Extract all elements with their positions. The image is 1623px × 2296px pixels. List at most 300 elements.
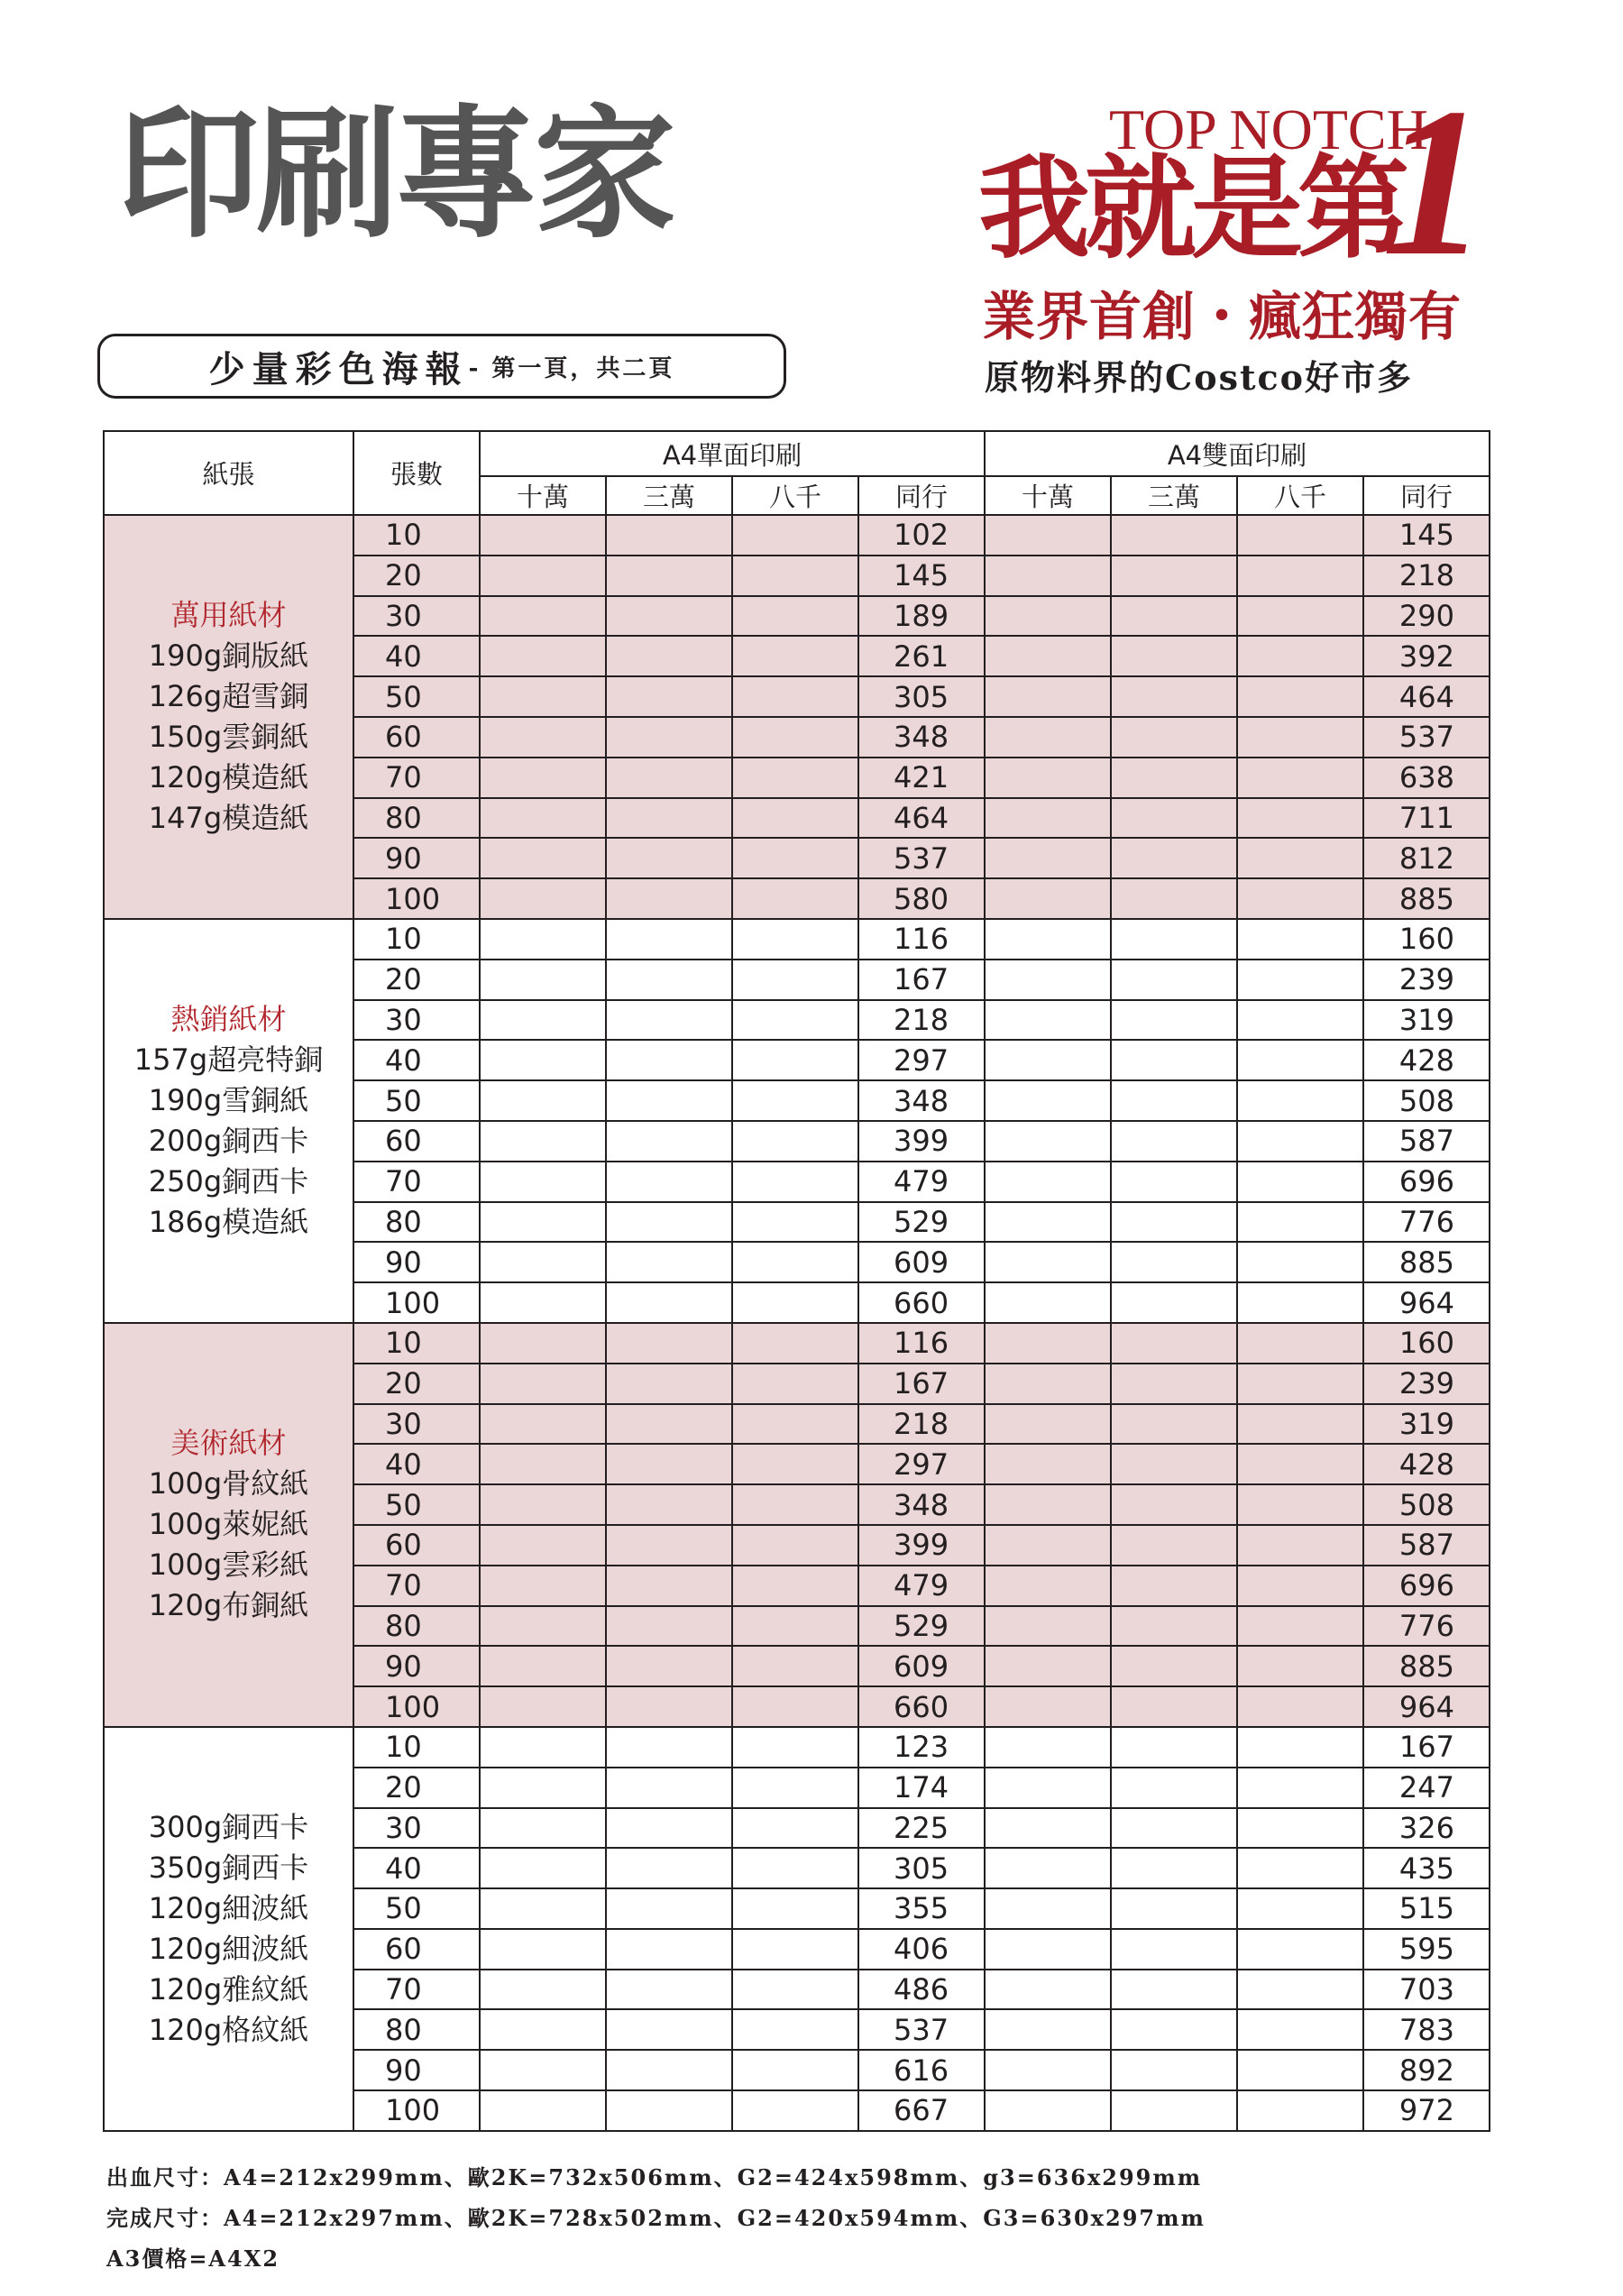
- subheader-col: 十萬: [480, 476, 606, 515]
- empty-cell: [1111, 878, 1237, 919]
- table-row: [104, 515, 1490, 556]
- empty-cell: [985, 1646, 1111, 1686]
- single-price-cell: 348: [858, 717, 985, 758]
- double-price-cell: 218: [1363, 556, 1490, 596]
- single-price-cell: 174: [858, 1768, 985, 1808]
- double-price-cell: 885: [1363, 1242, 1490, 1282]
- empty-cell: [606, 1242, 732, 1282]
- subtitle-page-indicator: - 第一頁，共二頁: [468, 354, 675, 382]
- single-price-cell: 348: [858, 1080, 985, 1121]
- empty-cell: [732, 515, 858, 556]
- subheader-col: 三萬: [1111, 476, 1237, 515]
- empty-cell: [480, 1162, 606, 1202]
- empty-cell: [732, 1121, 858, 1162]
- empty-cell: [1111, 1566, 1237, 1606]
- empty-cell: [1237, 1040, 1363, 1080]
- paper-type: 120g格紋紙: [148, 2012, 309, 2047]
- empty-cell: [1111, 798, 1237, 839]
- paper-type: 126g超雪銅: [148, 678, 309, 713]
- empty-cell: [606, 636, 732, 676]
- empty-cell: [985, 1080, 1111, 1121]
- qty-cell: 70: [353, 1970, 480, 2010]
- qty-cell: 100: [353, 2090, 480, 2131]
- empty-cell: [606, 1000, 732, 1041]
- empty-cell: [985, 1282, 1111, 1323]
- empty-cell: [985, 1364, 1111, 1404]
- empty-cell: [606, 1808, 732, 1849]
- single-price-cell: 421: [858, 758, 985, 798]
- empty-cell: [1237, 1484, 1363, 1525]
- empty-cell: [985, 798, 1111, 839]
- empty-cell: [1237, 838, 1363, 878]
- double-price-cell: 326: [1363, 1808, 1490, 1849]
- empty-cell: [732, 960, 858, 1000]
- empty-cell: [606, 2050, 732, 2090]
- single-price-cell: 225: [858, 1808, 985, 1849]
- empty-cell: [606, 1121, 732, 1162]
- empty-cell: [1237, 1000, 1363, 1041]
- slogan: 我就是第: [978, 143, 1405, 274]
- empty-cell: [480, 1404, 606, 1445]
- empty-cell: [480, 1929, 606, 1970]
- empty-cell: [606, 1929, 732, 1970]
- double-price-cell: 711: [1363, 798, 1490, 839]
- double-price-cell: 247: [1363, 1768, 1490, 1808]
- empty-cell: [606, 838, 732, 878]
- double-price-cell: 239: [1363, 1364, 1490, 1404]
- qty-cell: 90: [353, 1646, 480, 1686]
- double-price-cell: 167: [1363, 1727, 1490, 1768]
- empty-cell: [480, 1888, 606, 1929]
- empty-cell: [606, 1768, 732, 1808]
- double-price-cell: 587: [1363, 1121, 1490, 1162]
- empty-cell: [1237, 878, 1363, 919]
- empty-cell: [732, 1364, 858, 1404]
- qty-cell: 80: [353, 798, 480, 839]
- paper-type: 147g模造紙: [148, 800, 309, 835]
- double-price-cell: 703: [1363, 1970, 1490, 2010]
- empty-cell: [1111, 960, 1237, 1000]
- single-price-cell: 660: [858, 1282, 985, 1323]
- empty-cell: [606, 1080, 732, 1121]
- paper-type: 350g銅西卡: [148, 1850, 309, 1885]
- qty-cell: 70: [353, 1566, 480, 1606]
- empty-cell: [985, 2009, 1111, 2050]
- paper-group-cell: [104, 919, 353, 1323]
- qty-cell: 30: [353, 1404, 480, 1445]
- page-title: 印刷專家: [117, 91, 673, 258]
- empty-cell: [732, 1404, 858, 1445]
- empty-cell: [732, 2009, 858, 2050]
- paper-type: 100g雲彩紙: [148, 1548, 309, 1583]
- empty-cell: [480, 1080, 606, 1121]
- slogan-number-one: 1: [1381, 65, 1488, 300]
- paper-type: 300g銅西卡: [148, 1809, 309, 1844]
- single-price-cell: 537: [858, 2009, 985, 2050]
- empty-cell: [1237, 1202, 1363, 1243]
- qty-cell: 30: [353, 1808, 480, 1849]
- empty-cell: [606, 1202, 732, 1243]
- empty-cell: [1237, 1929, 1363, 1970]
- empty-cell: [1237, 1323, 1363, 1364]
- qty-cell: 20: [353, 960, 480, 1000]
- single-price-cell: 399: [858, 1121, 985, 1162]
- single-price-cell: 486: [858, 1970, 985, 2010]
- empty-cell: [606, 1606, 732, 1647]
- qty-cell: 10: [353, 1323, 480, 1364]
- single-price-cell: 399: [858, 1525, 985, 1566]
- empty-cell: [1237, 1444, 1363, 1484]
- empty-cell: [480, 1444, 606, 1484]
- double-price-cell: 964: [1363, 1282, 1490, 1323]
- empty-cell: [732, 556, 858, 596]
- paper-type: 120g模造紙: [148, 759, 309, 794]
- empty-cell: [1237, 1808, 1363, 1849]
- empty-cell: [1111, 1686, 1237, 1727]
- empty-cell: [480, 1686, 606, 1727]
- qty-cell: 50: [353, 1080, 480, 1121]
- empty-cell: [1237, 1606, 1363, 1647]
- a3-price-note: A3價格=A4X2: [106, 2245, 280, 2272]
- empty-cell: [732, 1242, 858, 1282]
- empty-cell: [985, 1970, 1111, 2010]
- empty-cell: [1111, 1242, 1237, 1282]
- double-price-cell: 776: [1363, 1202, 1490, 1243]
- subtitle-box: [97, 334, 786, 399]
- empty-cell: [480, 1000, 606, 1041]
- single-price-cell: 102: [858, 515, 985, 556]
- qty-cell: 30: [353, 1000, 480, 1041]
- empty-cell: [985, 1404, 1111, 1445]
- subheader-col: 八千: [732, 476, 858, 515]
- empty-cell: [732, 1282, 858, 1323]
- empty-cell: [1111, 1929, 1237, 1970]
- double-price-cell: 515: [1363, 1888, 1490, 1929]
- single-price-cell: 116: [858, 1323, 985, 1364]
- single-price-cell: 348: [858, 1484, 985, 1525]
- empty-cell: [732, 1484, 858, 1525]
- qty-cell: 10: [353, 515, 480, 556]
- double-price-cell: 595: [1363, 1929, 1490, 1970]
- empty-cell: [1111, 717, 1237, 758]
- paper-type: 100g骨紋紙: [148, 1466, 309, 1502]
- double-price-cell: 160: [1363, 919, 1490, 960]
- empty-cell: [1111, 838, 1237, 878]
- empty-cell: [732, 1080, 858, 1121]
- empty-cell: [985, 676, 1111, 717]
- empty-cell: [480, 798, 606, 839]
- paper-type: 157g超亮特銅: [133, 1042, 324, 1077]
- empty-cell: [480, 2050, 606, 2090]
- empty-cell: [480, 1202, 606, 1243]
- empty-cell: [1111, 1888, 1237, 1929]
- empty-cell: [480, 1364, 606, 1404]
- single-price-cell: 116: [858, 919, 985, 960]
- double-price-cell: 885: [1363, 1646, 1490, 1686]
- qty-cell: 60: [353, 1121, 480, 1162]
- empty-cell: [480, 556, 606, 596]
- qty-cell: 40: [353, 636, 480, 676]
- empty-cell: [1111, 1525, 1237, 1566]
- empty-cell: [606, 1888, 732, 1929]
- empty-cell: [1237, 798, 1363, 839]
- paper-group-heading: 熱銷紙材: [170, 1001, 287, 1036]
- empty-cell: [606, 717, 732, 758]
- double-price-cell: 464: [1363, 676, 1490, 717]
- qty-cell: 90: [353, 2050, 480, 2090]
- empty-cell: [1237, 1404, 1363, 1445]
- empty-cell: [985, 1727, 1111, 1768]
- single-price-cell: 479: [858, 1566, 985, 1606]
- single-price-cell: 667: [858, 2090, 985, 2131]
- qty-cell: 60: [353, 1929, 480, 1970]
- paper-type: 150g雲銅紙: [148, 719, 309, 754]
- empty-cell: [606, 1282, 732, 1323]
- table-row: [104, 1323, 1490, 1364]
- double-price-cell: 537: [1363, 717, 1490, 758]
- empty-cell: [1111, 1444, 1237, 1484]
- empty-cell: [1237, 1970, 1363, 2010]
- costco-tagline: 原物料界的Costco好市多: [985, 357, 1414, 398]
- double-price-cell: 812: [1363, 838, 1490, 878]
- empty-cell: [732, 1566, 858, 1606]
- empty-cell: [732, 1929, 858, 1970]
- empty-cell: [480, 1525, 606, 1566]
- empty-cell: [606, 1646, 732, 1686]
- empty-cell: [985, 1888, 1111, 1929]
- empty-cell: [606, 1444, 732, 1484]
- empty-cell: [1111, 2009, 1237, 2050]
- empty-cell: [985, 1242, 1111, 1282]
- double-price-cell: 696: [1363, 1162, 1490, 1202]
- empty-cell: [1111, 596, 1237, 637]
- empty-cell: [480, 1970, 606, 2010]
- single-price-cell: 616: [858, 2050, 985, 2090]
- subtitle-main: 少量彩色海報: [208, 347, 469, 390]
- double-price-cell: 239: [1363, 960, 1490, 1000]
- empty-cell: [480, 1566, 606, 1606]
- single-price-cell: 529: [858, 1202, 985, 1243]
- header-double-sided: A4雙面印刷: [985, 431, 1490, 476]
- single-price-cell: 218: [858, 1404, 985, 1445]
- single-price-cell: 218: [858, 1000, 985, 1041]
- paper-type: 100g萊妮紙: [148, 1507, 309, 1542]
- empty-cell: [480, 1323, 606, 1364]
- double-price-cell: 435: [1363, 1848, 1490, 1888]
- empty-cell: [1111, 1000, 1237, 1041]
- qty-cell: 30: [353, 596, 480, 637]
- double-price-cell: 428: [1363, 1040, 1490, 1080]
- empty-cell: [1111, 2050, 1237, 2090]
- empty-cell: [732, 1646, 858, 1686]
- empty-cell: [606, 798, 732, 839]
- empty-cell: [1237, 2090, 1363, 2131]
- empty-cell: [1111, 636, 1237, 676]
- empty-cell: [732, 919, 858, 960]
- empty-cell: [985, 1768, 1111, 1808]
- empty-cell: [985, 1566, 1111, 1606]
- paper-group-heading: 萬用紙材: [170, 597, 287, 632]
- empty-cell: [1237, 1848, 1363, 1888]
- empty-cell: [480, 758, 606, 798]
- empty-cell: [1237, 1727, 1363, 1768]
- empty-cell: [606, 1848, 732, 1888]
- empty-cell: [606, 1686, 732, 1727]
- empty-cell: [606, 1162, 732, 1202]
- paper-group-heading: 美術紙材: [170, 1426, 287, 1461]
- empty-cell: [732, 596, 858, 637]
- bleed-size-note: 出血尺寸：A4=212x299mm、歐2K=732x506mm、G2=424x598mm、g3=636x299mm: [106, 2164, 1203, 2190]
- subheader-col: 同行: [1363, 476, 1490, 515]
- empty-cell: [732, 798, 858, 839]
- qty-cell: 70: [353, 1162, 480, 1202]
- empty-cell: [1111, 515, 1237, 556]
- empty-cell: [480, 1727, 606, 1768]
- subheader-col: 同行: [858, 476, 985, 515]
- empty-cell: [1111, 1848, 1237, 1888]
- double-price-cell: 160: [1363, 1323, 1490, 1364]
- paper-type: 190g銅版紙: [148, 638, 309, 673]
- empty-cell: [985, 556, 1111, 596]
- empty-cell: [1111, 676, 1237, 717]
- empty-cell: [480, 596, 606, 637]
- double-price-cell: 428: [1363, 1444, 1490, 1484]
- empty-cell: [732, 636, 858, 676]
- qty-cell: 50: [353, 676, 480, 717]
- double-price-cell: 508: [1363, 1080, 1490, 1121]
- qty-cell: 20: [353, 1768, 480, 1808]
- single-price-cell: 464: [858, 798, 985, 839]
- paper-group-cell: [104, 1727, 353, 2131]
- empty-cell: [480, 676, 606, 717]
- single-price-cell: 305: [858, 676, 985, 717]
- empty-cell: [480, 1606, 606, 1647]
- empty-cell: [480, 1768, 606, 1808]
- empty-cell: [480, 1808, 606, 1849]
- empty-cell: [985, 1000, 1111, 1041]
- empty-cell: [606, 1323, 732, 1364]
- qty-cell: 80: [353, 1606, 480, 1647]
- empty-cell: [1111, 1404, 1237, 1445]
- empty-cell: [606, 1970, 732, 2010]
- empty-cell: [1237, 556, 1363, 596]
- empty-cell: [606, 758, 732, 798]
- empty-cell: [480, 515, 606, 556]
- empty-cell: [985, 1686, 1111, 1727]
- empty-cell: [1237, 676, 1363, 717]
- empty-cell: [1111, 1646, 1237, 1686]
- empty-cell: [606, 1525, 732, 1566]
- qty-cell: 100: [353, 1282, 480, 1323]
- empty-cell: [985, 1848, 1111, 1888]
- empty-cell: [732, 1727, 858, 1768]
- empty-cell: [732, 2050, 858, 2090]
- paper-group-cell: [104, 515, 353, 919]
- empty-cell: [480, 960, 606, 1000]
- empty-cell: [985, 1162, 1111, 1202]
- qty-cell: 100: [353, 878, 480, 919]
- qty-cell: 20: [353, 1364, 480, 1404]
- paper-type: 190g雪銅紙: [148, 1082, 309, 1117]
- empty-cell: [985, 515, 1111, 556]
- empty-cell: [985, 1121, 1111, 1162]
- empty-cell: [732, 758, 858, 798]
- empty-cell: [732, 1888, 858, 1929]
- empty-cell: [480, 1848, 606, 1888]
- double-price-cell: 776: [1363, 1606, 1490, 1647]
- empty-cell: [732, 1162, 858, 1202]
- single-price-cell: 167: [858, 960, 985, 1000]
- empty-cell: [1237, 960, 1363, 1000]
- empty-cell: [606, 515, 732, 556]
- empty-cell: [732, 838, 858, 878]
- qty-cell: 50: [353, 1888, 480, 1929]
- single-price-cell: 479: [858, 1162, 985, 1202]
- empty-cell: [985, 1525, 1111, 1566]
- qty-cell: 10: [353, 1727, 480, 1768]
- qty-cell: 50: [353, 1484, 480, 1525]
- empty-cell: [1237, 515, 1363, 556]
- empty-cell: [985, 717, 1111, 758]
- header-qty: 張數: [353, 431, 480, 515]
- empty-cell: [480, 878, 606, 919]
- header-single-sided: A4單面印刷: [480, 431, 985, 476]
- empty-cell: [480, 1646, 606, 1686]
- empty-cell: [985, 2050, 1111, 2090]
- qty-cell: 60: [353, 1525, 480, 1566]
- empty-cell: [1111, 1121, 1237, 1162]
- empty-cell: [480, 1282, 606, 1323]
- subheader-col: 八千: [1237, 476, 1363, 515]
- empty-cell: [606, 1727, 732, 1768]
- empty-cell: [606, 1364, 732, 1404]
- double-price-cell: 783: [1363, 2009, 1490, 2050]
- empty-cell: [985, 636, 1111, 676]
- empty-cell: [606, 878, 732, 919]
- empty-cell: [985, 1484, 1111, 1525]
- empty-cell: [1237, 636, 1363, 676]
- empty-cell: [1111, 2090, 1237, 2131]
- double-price-cell: 885: [1363, 878, 1490, 919]
- empty-cell: [480, 2090, 606, 2131]
- empty-cell: [1237, 1364, 1363, 1404]
- empty-cell: [1237, 1162, 1363, 1202]
- empty-cell: [1237, 717, 1363, 758]
- empty-cell: [985, 1323, 1111, 1364]
- empty-cell: [1237, 2050, 1363, 2090]
- qty-cell: 60: [353, 717, 480, 758]
- empty-cell: [1111, 556, 1237, 596]
- empty-cell: [1237, 1080, 1363, 1121]
- empty-cell: [732, 1848, 858, 1888]
- double-price-cell: 319: [1363, 1000, 1490, 1041]
- double-price-cell: 587: [1363, 1525, 1490, 1566]
- empty-cell: [985, 2090, 1111, 2131]
- single-price-cell: 261: [858, 636, 985, 676]
- empty-cell: [1237, 1646, 1363, 1686]
- empty-cell: [1111, 1162, 1237, 1202]
- empty-cell: [1237, 1888, 1363, 1929]
- empty-cell: [732, 1040, 858, 1080]
- paper-type: 120g細波紙: [148, 1890, 309, 1925]
- double-price-cell: 290: [1363, 596, 1490, 637]
- empty-cell: [1111, 1080, 1237, 1121]
- empty-cell: [1237, 1686, 1363, 1727]
- empty-cell: [1237, 919, 1363, 960]
- empty-cell: [1111, 758, 1237, 798]
- single-price-cell: 355: [858, 1888, 985, 1929]
- empty-cell: [1237, 758, 1363, 798]
